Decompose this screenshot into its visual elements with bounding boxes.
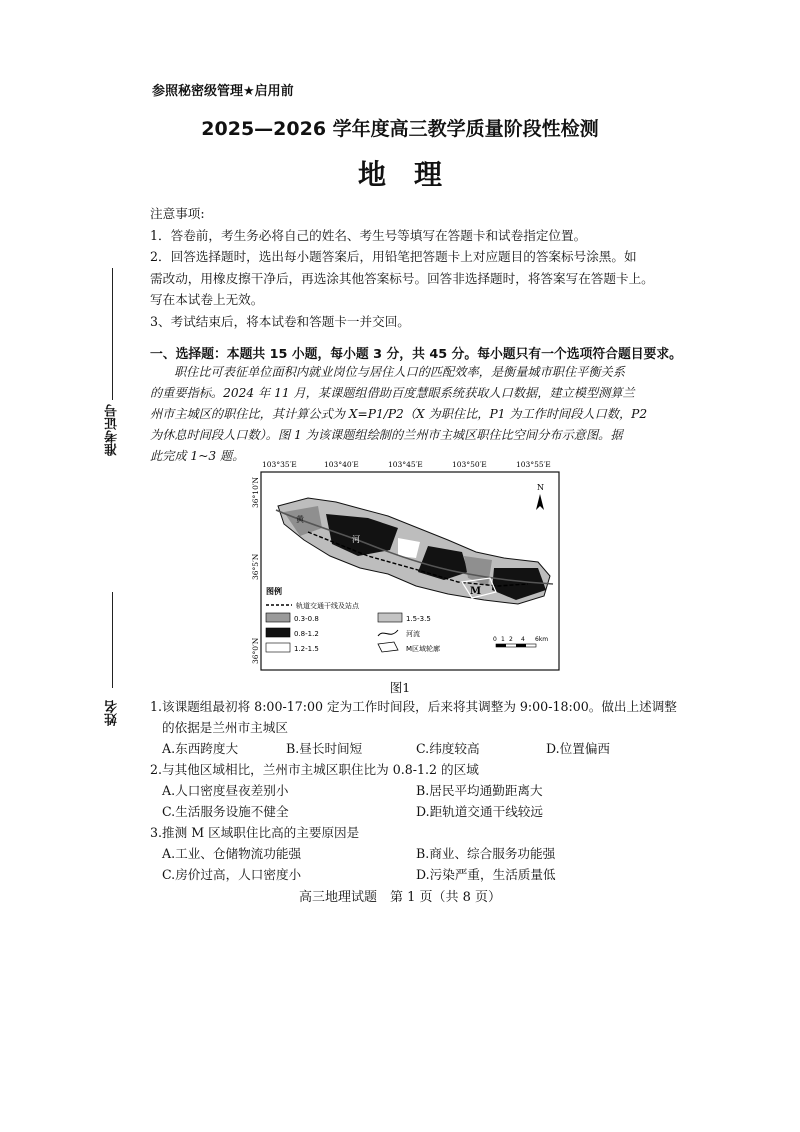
lat-tick: 36°5′N <box>251 553 260 580</box>
option-c[interactable]: C.房价过高，人口密度小 <box>162 867 302 882</box>
material-paragraph <box>150 362 670 467</box>
legend-label: 1.2-1.5 <box>294 645 319 653</box>
notes-line: 2．回答选择题时，选出每小题答案后，用铅笔把答题卡上对应题目的答案标号涂黑。如 <box>150 249 637 264</box>
material-line: 此完成 1~3 题。 <box>150 449 245 463</box>
page-footer: 高三地理试题 第 1 页（共 8 页） <box>298 890 502 905</box>
subject-title: 地理 <box>357 158 470 191</box>
question-3 <box>150 822 670 885</box>
scale-label: 0 <box>493 636 497 643</box>
lon-tick: 103°40′E <box>324 460 359 469</box>
legend-label: M区域轮廓 <box>406 645 441 653</box>
material-line: 州市主城区的职住比，其计算公式为 X=P1/P2（X 为职住比，P1 为工作时间段人口数，P2 <box>150 407 648 421</box>
scale-label: 2 <box>509 636 513 643</box>
material-line: 为休息时间段人口数）。图 1 为该课题组绘制的兰州市主城区职住比空间分布示意图。据 <box>150 428 623 442</box>
scale-label: 6km <box>535 636 549 643</box>
exam-id-line <box>112 268 113 400</box>
name-label: 姓名 <box>105 700 120 726</box>
legend-label: 1.5-3.5 <box>406 615 431 623</box>
lanzhou-ratio-map <box>248 458 564 676</box>
question-2 <box>150 759 670 822</box>
notes-line: 1．答卷前，考生务必将自己的姓名、考生号等填写在答题卡和试卷指定位置。 <box>150 227 587 243</box>
legend-label: 0.8-1.2 <box>294 630 319 638</box>
notes-line: 写在本试卷上无效。 <box>150 292 264 307</box>
option-d[interactable]: D.位置偏西 <box>546 741 611 756</box>
lon-tick: 103°35′E <box>262 460 297 469</box>
option-a[interactable]: A.工业、仓储物流功能强 <box>162 846 302 861</box>
options-row <box>150 738 670 759</box>
question-stem: 1.该课题组最初将 8:00-17:00 定为工作时间段，后来将其调整为 9:00-18:00。做出上述调整 <box>150 699 677 714</box>
m-label: M <box>470 586 482 597</box>
option-d[interactable]: D.距轨道交通干线较远 <box>416 804 543 819</box>
question-stem: 3.推测 M 区域职住比高的主要原因是 <box>150 825 360 840</box>
material-line: 的重要指标。2024 年 11 月，某课题组借助百度慧眼系统获取人口数据，建立模型测算兰 <box>150 386 635 400</box>
exam-title: 2025—2026 学年度高三教学质量阶段性检测 <box>201 118 599 140</box>
scale-label: 4 <box>521 636 525 643</box>
river-char: 黄 <box>296 515 304 524</box>
lon-tick: 103°45′E <box>388 460 423 469</box>
legend-label: 0.3-0.8 <box>294 615 319 623</box>
confidentiality-notice: 参照秘密级管理★启用前 <box>152 84 294 99</box>
exam-id-label: 准考证号 <box>105 404 120 456</box>
lon-tick: 103°50′E <box>452 460 487 469</box>
option-b[interactable]: B.昼长时间短 <box>286 741 363 756</box>
question-1 <box>150 696 677 759</box>
option-c[interactable]: C.生活服务设施不健全 <box>162 804 289 819</box>
river-char: 河 <box>352 535 360 544</box>
legend-title: 图例 <box>266 587 282 596</box>
legend-label: 河流 <box>406 630 420 638</box>
lat-tick: 36°0′N <box>251 637 260 664</box>
option-a[interactable]: A.东西跨度大 <box>162 741 239 756</box>
options-row <box>150 864 670 885</box>
notes-line: 需改动，用橡皮擦干净后，再选涂其他答案标号。回答非选择题时，将答案写在答题卡上。 <box>150 270 654 286</box>
section-heading: 一、选择题：本题共 15 小题，每小题 3 分，共 45 分。每小题只有一个选项符合题目要求。 <box>150 347 682 362</box>
options-row <box>150 780 670 801</box>
material-line: 职住比可表征单位面积内就业岗位与居住人口的匹配效率，是衡量城市职住平衡关系 <box>174 365 625 379</box>
option-c[interactable]: C.纬度较高 <box>416 741 480 756</box>
figure-caption: 图1 <box>389 680 411 695</box>
options-row <box>150 801 670 822</box>
option-a[interactable]: A.人口密度昼夜差别小 <box>162 783 289 798</box>
option-b[interactable]: B.商业、综合服务功能强 <box>416 846 556 861</box>
options-row <box>150 843 670 864</box>
legend-label: 轨道交通干线及站点 <box>296 602 359 610</box>
option-b[interactable]: B.居民平均通勤距离大 <box>416 783 543 798</box>
scale-label: 1 <box>501 636 505 643</box>
name-line <box>112 592 113 688</box>
lat-tick: 36°10′N <box>251 476 260 508</box>
lon-tick: 103°55′E <box>516 460 551 469</box>
question-stem: 2.与其他区域相比，兰州市主城区职住比为 0.8-1.2 的区域 <box>150 762 479 777</box>
notes-block <box>150 203 670 332</box>
notes-heading: 注意事项: <box>150 206 205 221</box>
north-label: N <box>537 483 544 492</box>
option-d[interactable]: D.污染严重，生活质量低 <box>416 867 556 882</box>
question-stem: 的依据是兰州市主城区 <box>162 720 288 735</box>
notes-line: 3、考试结束后，将本试卷和答题卡一并交回。 <box>150 313 410 329</box>
